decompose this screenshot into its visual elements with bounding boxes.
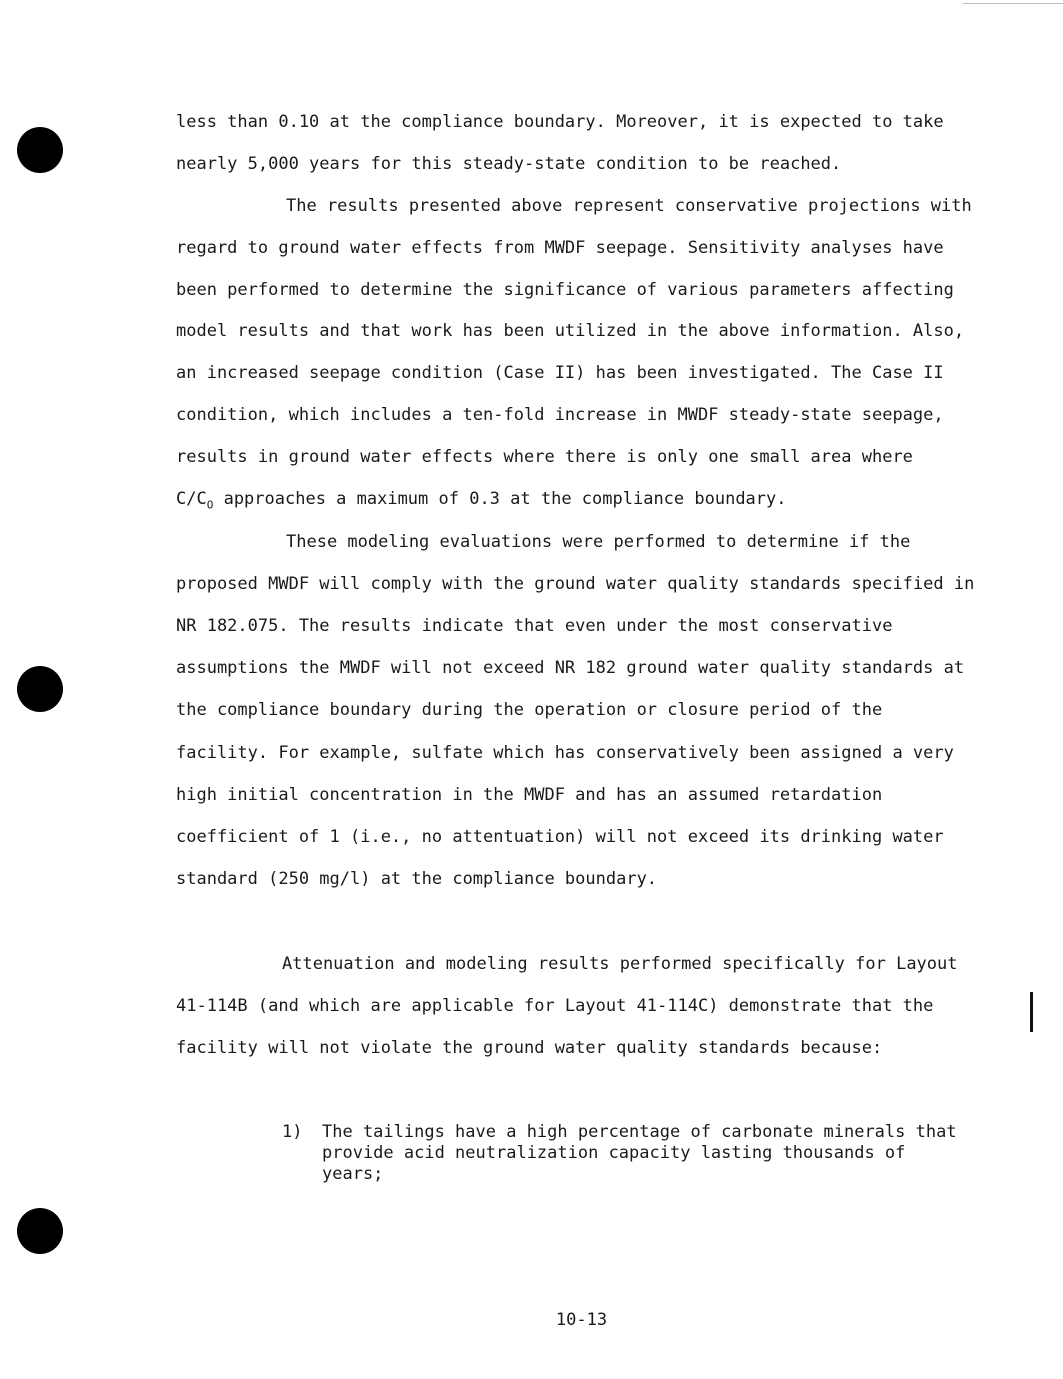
text-line: an increased seepage condition (Case II) has been investigated. The Case II [176, 363, 944, 383]
list-item-line: The tailings have a high percentage of carbonate minerals that [322, 1122, 957, 1142]
punch-hole-top [17, 127, 63, 173]
text-line: condition, which includes a ten-fold increase in MWDF steady-state seepage, [176, 405, 944, 425]
text-line: assumptions the MWDF will not exceed NR 182 ground water quality standards at [176, 658, 965, 678]
ratio-symbol: C/C [176, 489, 207, 509]
text-line: less than 0.10 at the compliance boundary. Moreover, it is expected to take [176, 112, 944, 132]
page-number: 10-13 [555, 1310, 608, 1330]
text-line: NR 182.075. The results indicate that even under the most conservative [176, 616, 893, 636]
text-line: regard to ground water effects from MWDF seepage. Sensitivity analyses have [176, 238, 944, 258]
text-line: been performed to determine the significance of various parameters affecting [176, 280, 954, 300]
list-item-number: 1) [282, 1122, 303, 1142]
text-line: These modeling evaluations were performed to determine if the [286, 532, 911, 552]
punch-hole-middle [17, 666, 63, 712]
text-line: the compliance boundary during the operation or closure period of the [176, 700, 883, 720]
text-line: coefficient of 1 (i.e., no attentuation) will not exceed its drinking water [176, 827, 944, 847]
punch-hole-bottom [17, 1208, 63, 1254]
text-line: facility will not violate the ground water quality standards because: [176, 1038, 883, 1058]
ratio-subscript: O [206, 498, 214, 512]
text-line: model results and that work has been utilized in the above information. Also, [176, 321, 965, 341]
top-edge-rule [963, 3, 1063, 4]
list-item-body [322, 1122, 1002, 1185]
line-suffix: approaches a maximum of 0.3 at the compliance boundary. [213, 489, 787, 509]
revision-change-bar [1030, 992, 1033, 1032]
text-line: nearly 5,000 years for this steady-state condition to be reached. [176, 154, 842, 174]
text-line: results in ground water effects where there is only one small area where [176, 447, 913, 467]
text-line: Attenuation and modeling results performed specifically for Layout [282, 954, 958, 974]
text-line: 41-114B (and which are applicable for Layout 41-114C) demonstrate that the [176, 996, 934, 1016]
list-item-line: provide acid neutralization capacity lasting thousands of [322, 1143, 906, 1163]
text-line-with-subscript [176, 489, 787, 511]
text-line: The results presented above represent conservative projections with [286, 196, 972, 216]
list-item-line: years; [322, 1164, 384, 1184]
text-line: facility. For example, sulfate which has conservatively been assigned a very [176, 743, 954, 763]
text-line: high initial concentration in the MWDF and has an assumed retardation [176, 785, 883, 805]
text-line: proposed MWDF will comply with the ground water quality standards specified in [176, 574, 975, 594]
text-line: standard (250 mg/l) at the compliance boundary. [176, 869, 658, 889]
